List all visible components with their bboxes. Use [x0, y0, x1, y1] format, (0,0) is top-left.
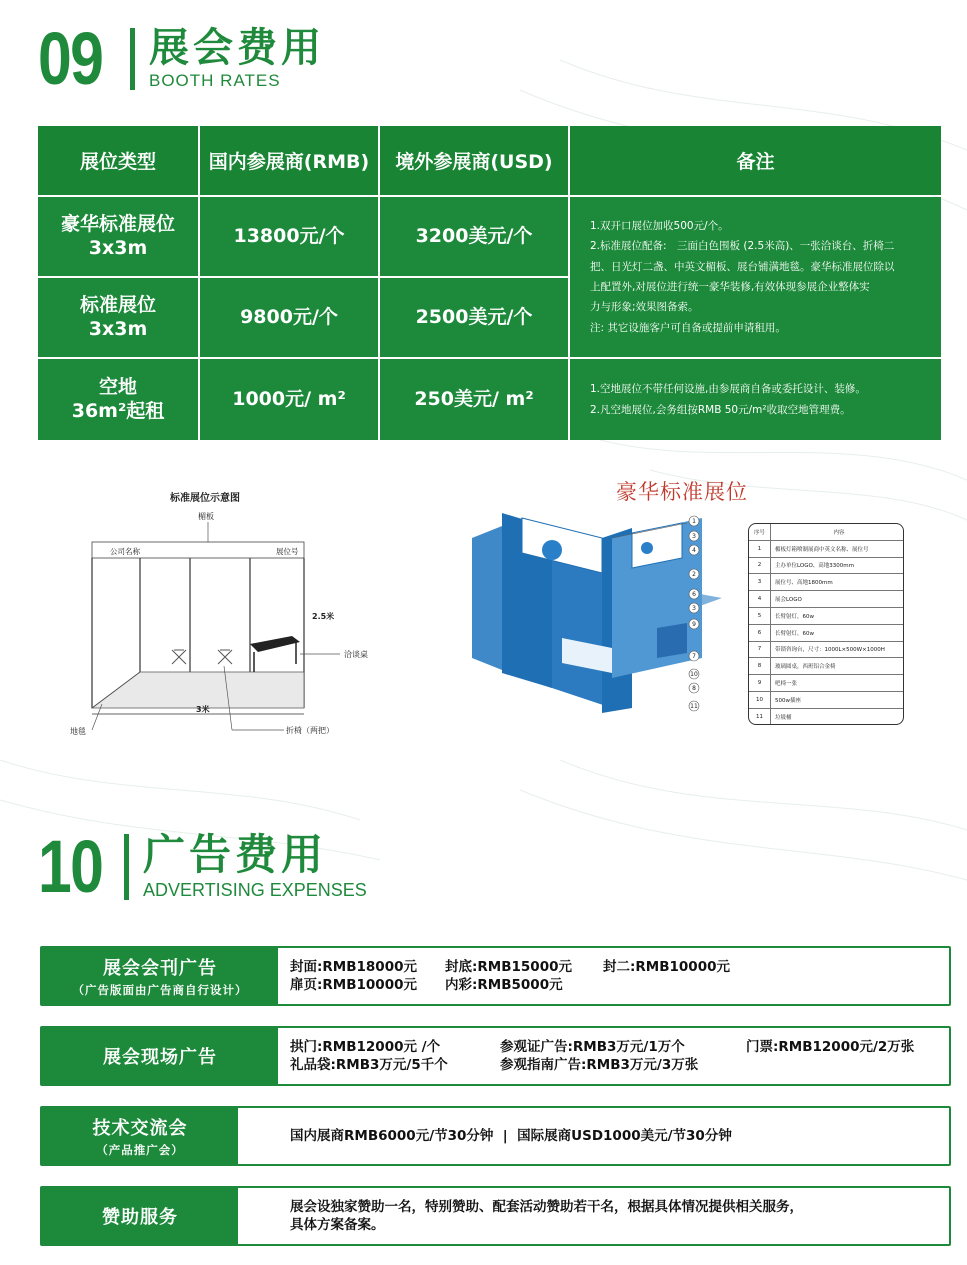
svg-text:6: 6	[692, 591, 696, 598]
svg-text:9: 9	[692, 621, 696, 628]
header-no: 序号	[749, 524, 771, 540]
table-row	[749, 541, 903, 558]
item-text: 吧椅一张	[775, 681, 798, 688]
carpet-floor	[92, 672, 304, 708]
section-title-zh: 广告费用	[143, 830, 328, 880]
luxury-booth-title: 豪华标准展位	[616, 480, 748, 504]
ad-prices	[290, 1188, 803, 1244]
chair	[172, 650, 186, 664]
svg-text:1: 1	[692, 518, 696, 525]
item-no: 10	[749, 692, 771, 708]
ad-label-note: （产品推广会）	[96, 1143, 184, 1157]
item-text: 主办单位LOGO、高地3300mm	[775, 563, 855, 570]
item-text: 垃圾桶	[775, 715, 792, 722]
type-size: 3x3m	[88, 236, 148, 259]
section-10-heading	[38, 825, 367, 908]
section-09-heading	[38, 17, 325, 100]
price-item: 拱门:RMB12000元 /个	[290, 1038, 441, 1055]
item-text: 带锁咨询台，尺寸：1000L×500W×1000H	[775, 647, 885, 654]
ad-label-title: 赞助服务	[102, 1207, 178, 1228]
ad-label-title: 展会会刊广告	[103, 958, 217, 979]
type-name: 标准展位	[79, 293, 156, 316]
remark-line: 1.双开口展位加收500元/个。	[590, 219, 729, 232]
ad-catalog	[40, 946, 951, 1006]
section-title	[149, 27, 325, 91]
table-row	[749, 625, 903, 642]
diagram-title: 标准展位示意图	[170, 493, 240, 504]
booth-remarks	[570, 197, 941, 357]
remark-line: 2.凡空地展位,会务组按RMB 50元/m²收取空地管理费。	[590, 403, 851, 416]
price-item: 礼品袋:RMB3万元/5千个	[290, 1057, 448, 1073]
carpet-label: 地毯	[70, 727, 86, 736]
remark-line: 1.空地展位不带任何设施,由参展商自备或委托设计、装修。	[590, 383, 866, 396]
price-item: 门票:RMB12000元/2万张	[746, 1038, 915, 1055]
header-overseas: 境外参展商(USD)	[380, 126, 568, 195]
table-row	[749, 642, 903, 659]
fascia-label: 楣板	[198, 512, 214, 521]
price-item: 国内展商RMB6000元/节30分钟 | 国际展商USD1000美元/节30分钟	[290, 1127, 732, 1144]
section-divider	[130, 28, 135, 90]
table-row	[749, 574, 903, 591]
price-item: 内彩:RMB5000元	[445, 977, 563, 993]
header-booth-type: 展位类型	[38, 126, 198, 195]
item-no: 11	[749, 709, 771, 725]
standard-booth-diagram	[62, 486, 392, 746]
table-row	[749, 675, 903, 692]
header-remarks: 备注	[570, 126, 941, 195]
remark-line: 把、日光灯二盏、中英文楣板、展台铺满地毯。豪华标准展位除以	[590, 260, 895, 273]
ad-onsite	[40, 1026, 951, 1086]
ad-tech-seminar	[40, 1106, 951, 1166]
ad-label-title: 技术交流会	[92, 1118, 188, 1139]
price-line	[290, 1038, 914, 1056]
svg-text:8: 8	[692, 685, 696, 692]
svg-text:7: 7	[692, 653, 696, 660]
item-no: 2	[749, 558, 771, 574]
row-deluxe-overseas: 3200美元/个	[380, 197, 568, 276]
ad-sponsorship	[40, 1186, 951, 1246]
item-no: 5	[749, 608, 771, 624]
item-text: 楣板灯箱喷制展商中英文名称、展位号	[775, 546, 869, 553]
row-standard-overseas: 2500美元/个	[380, 278, 568, 357]
ad-label	[42, 948, 278, 1004]
price-line	[290, 1056, 914, 1074]
type-name: 豪华标准展位	[60, 212, 175, 235]
luxury-items-table	[748, 523, 904, 725]
chairs-label: 折椅（两把）	[286, 726, 334, 735]
item-no: 1	[749, 541, 771, 557]
remark-line: 力与形象;效果图备索。	[590, 301, 699, 314]
table-row	[749, 608, 903, 625]
section-number: 10	[38, 825, 103, 908]
price-item: 扉页:RMB10000元	[290, 977, 417, 993]
price-item: 封底:RMB15000元	[445, 958, 572, 975]
svg-text:3: 3	[692, 605, 696, 612]
price-line	[290, 1127, 732, 1145]
price-item: 封二:RMB10000元	[603, 958, 730, 975]
company-name-label: 公司名称	[110, 547, 140, 556]
price-item: 参观指南广告:RMB3万元/3万张	[500, 1057, 699, 1073]
item-text: 500w插座	[775, 697, 801, 704]
row-deluxe-type	[38, 197, 198, 276]
type-size: 3x3m	[88, 317, 148, 340]
item-no: 6	[749, 625, 771, 641]
row-standard-domestic: 9800元/个	[200, 278, 378, 357]
item-text: 玻璃圆桌，西班铝合金椅	[775, 664, 836, 671]
table-row	[749, 558, 903, 575]
row-space-overseas: 250美元/ m²	[380, 359, 568, 440]
price-line	[290, 1198, 803, 1216]
ad-prices	[290, 948, 730, 1004]
remark-line: 2.标准展位配备: 三面白色围板 (2.5米高)、一张洽谈台、折椅二	[590, 240, 895, 253]
price-item: 参观证广告:RMB3万元/1万个	[500, 1038, 685, 1055]
table-label: 洽谈桌	[344, 650, 368, 659]
booth-rates-table	[38, 126, 941, 440]
section-divider	[124, 834, 129, 900]
item-no: 9	[749, 675, 771, 691]
ad-label-note: （广告版面由广告商自行设计）	[72, 983, 248, 997]
luxury-booth-diagram	[462, 478, 762, 728]
header-domestic: 国内参展商(RMB)	[200, 126, 378, 195]
header-content: 内容	[833, 529, 845, 536]
item-no: 7	[749, 642, 771, 658]
remark-line: 注: 其它设施客户可自备或提前申请租用。	[590, 321, 786, 334]
item-no: 4	[749, 591, 771, 607]
row-space-domestic: 1000元/ m²	[200, 359, 378, 440]
row-deluxe-domestic: 13800元/个	[200, 197, 378, 276]
table-header	[749, 524, 903, 541]
item-no: 8	[749, 658, 771, 674]
section-title-en: BOOTH RATES	[149, 71, 281, 90]
height-dimension: 2.5米	[312, 612, 335, 621]
table-row	[749, 692, 903, 709]
price-line	[290, 958, 730, 976]
item-text: 展会LOGO	[775, 597, 802, 604]
row-standard-type	[38, 278, 198, 357]
item-text: 展位号、高地1800mm	[775, 580, 833, 587]
svg-text:2: 2	[692, 571, 696, 578]
ad-prices	[290, 1028, 914, 1084]
ad-label	[42, 1028, 278, 1084]
space-remarks	[570, 359, 941, 440]
section-title-en: ADVERTISING EXPENSES	[143, 879, 367, 900]
section-title-zh: 展会费用	[149, 25, 325, 71]
svg-text:10: 10	[690, 671, 698, 678]
item-text: 长臂射灯，60w	[775, 630, 814, 637]
type-name: 空地	[98, 375, 137, 398]
table-row	[749, 709, 903, 725]
remark-line: 上配置外,对展位进行统一豪华装修,有效体现参展企业整体实	[590, 281, 870, 293]
type-size: 36m²起租	[71, 399, 165, 422]
svg-text:11: 11	[690, 703, 698, 710]
ad-label-title: 展会现场广告	[103, 1047, 217, 1068]
price-line	[290, 976, 730, 994]
svg-text:4: 4	[692, 547, 696, 554]
row-space-type	[38, 359, 198, 440]
ad-label	[42, 1108, 238, 1164]
ad-prices	[290, 1108, 732, 1164]
price-item: 展会设独家赞助一名，特别赞助、配套活动赞助若干名，根据具体情况提供相关服务，	[290, 1198, 803, 1215]
item-no: 3	[749, 574, 771, 590]
price-item: 封面:RMB18000元	[290, 958, 417, 975]
ad-label	[42, 1188, 238, 1244]
chair	[218, 650, 232, 664]
section-number: 09	[38, 17, 103, 100]
table-row	[749, 658, 903, 675]
price-line	[290, 1216, 803, 1234]
negotiation-table	[250, 636, 300, 652]
table-row	[749, 591, 903, 608]
item-text: 长臂射灯，60w	[775, 613, 814, 620]
section-title	[143, 830, 367, 900]
svg-text:3: 3	[692, 533, 696, 540]
booth-number-label: 展位号	[276, 547, 299, 556]
width-dimension: 3米	[196, 705, 210, 714]
price-item: 具体方案备案。	[290, 1217, 385, 1233]
